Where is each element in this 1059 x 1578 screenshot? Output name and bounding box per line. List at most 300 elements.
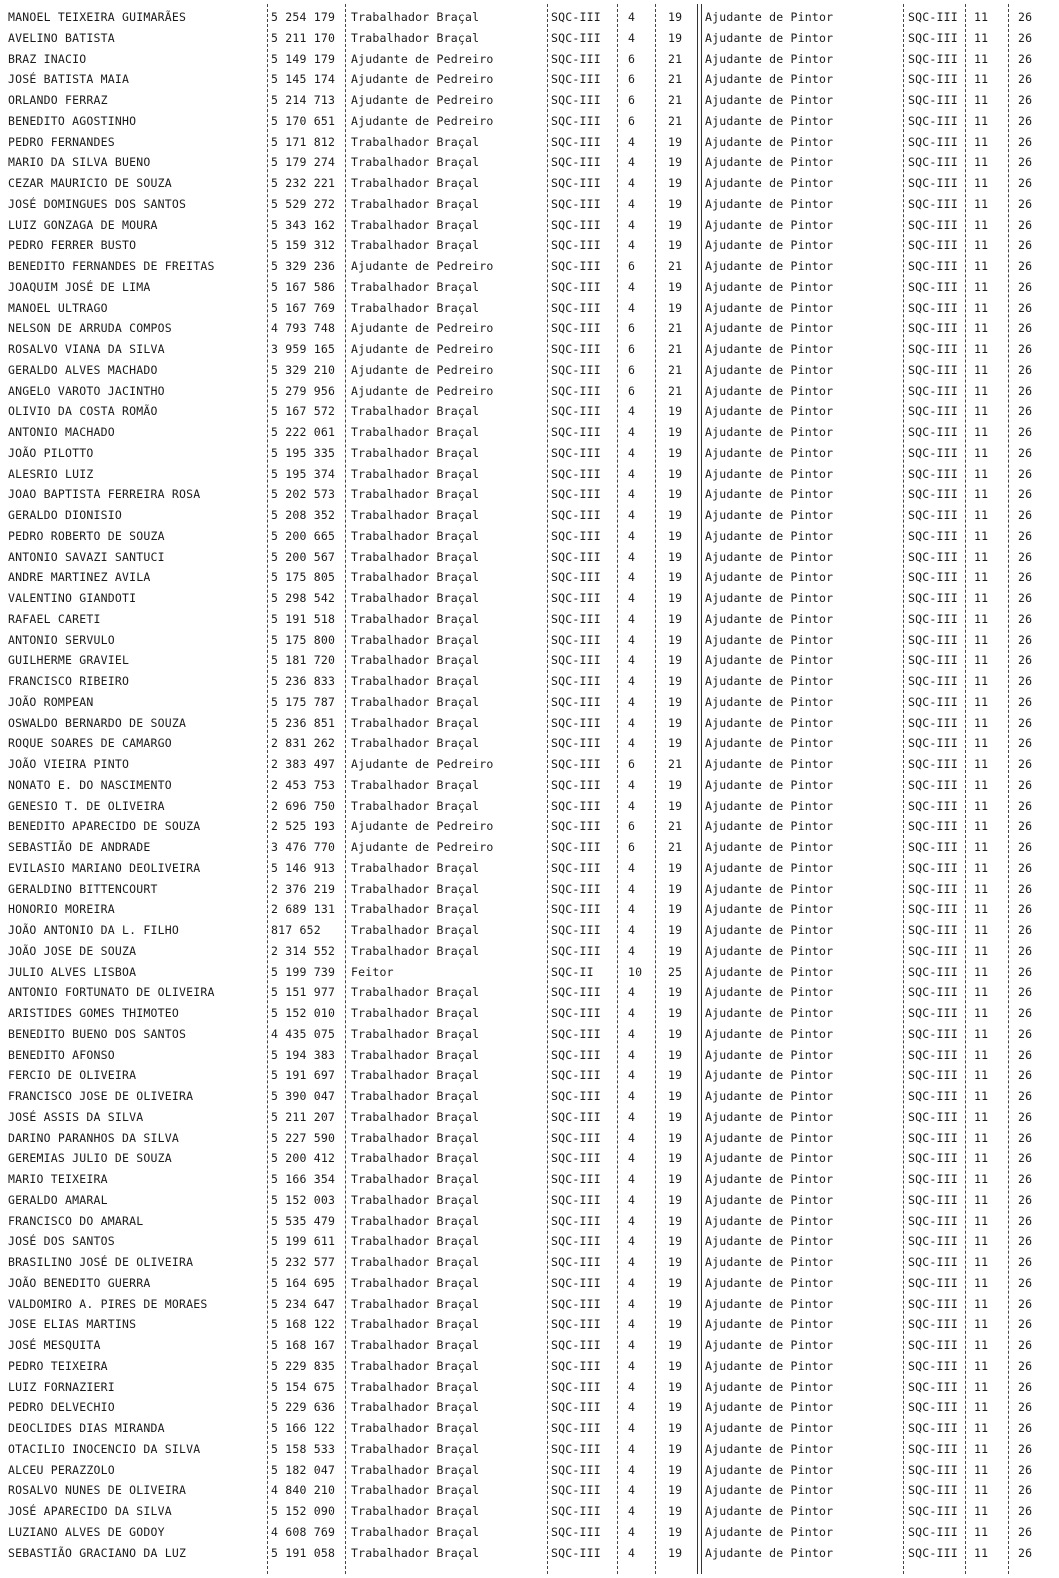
new-grade: 26 (1018, 1192, 1033, 1207)
new-level: 11 (974, 632, 989, 647)
table-row (0, 1357, 1059, 1377)
current-reference: SQC-III (551, 570, 601, 585)
employee-name: JOSÉ DOS SANTOS (8, 1234, 115, 1249)
current-position: Trabalhador Braçal (351, 923, 480, 937)
table-row (0, 1170, 1059, 1190)
new-level: 11 (974, 985, 989, 1000)
new-position: Ajudante de Pintor (705, 259, 834, 273)
new-reference: SQC-III (908, 591, 958, 605)
registration-number: 4 435 075 (271, 1026, 336, 1041)
employee-name: NELSON DE ARRUDA COMPOS (8, 321, 172, 336)
new-reference: SQC-III (908, 134, 958, 149)
current-level: 4 (628, 632, 636, 647)
new-reference: SQC-III (908, 508, 958, 522)
current-level: 4 (628, 881, 636, 896)
current-reference: SQC-III (551, 1172, 601, 1186)
registration-number: 5 167 769 (271, 300, 336, 315)
registration-number: 5 166 354 (271, 1172, 336, 1186)
new-level: 11 (974, 591, 989, 605)
employee-name: BENEDITO AGOSTINHO (8, 113, 137, 128)
current-position: Trabalhador Braçal (351, 466, 480, 481)
current-level: 4 (628, 1441, 636, 1456)
new-position: Ajudante de Pintor (705, 549, 834, 564)
table-row (0, 465, 1059, 485)
current-reference: SQC-III (551, 694, 601, 709)
new-reference: SQC-III (908, 1358, 958, 1373)
current-grade: 19 (668, 300, 683, 315)
registration-number: 5 234 647 (271, 1296, 336, 1311)
current-grade: 19 (668, 1026, 683, 1041)
current-reference: SQC-III (551, 383, 601, 398)
new-grade: 26 (1018, 72, 1033, 87)
table-row (0, 693, 1059, 713)
employee-name: GENESIO T. DE OLIVEIRA (8, 798, 165, 813)
employee-name: EVILASIO MARIANO DEOLIVEIRA (8, 860, 201, 875)
new-grade: 26 (1018, 487, 1033, 502)
new-level: 11 (974, 798, 989, 813)
registration-number: 2 383 497 (271, 757, 336, 771)
new-level: 11 (974, 1192, 989, 1207)
registration-number: 5 151 977 (271, 985, 336, 1000)
current-grade: 19 (668, 798, 683, 813)
new-reference: SQC-III (908, 1421, 958, 1435)
table-row (0, 589, 1059, 609)
table-row (0, 983, 1059, 1003)
current-level: 4 (628, 238, 636, 253)
new-level: 11 (974, 1441, 989, 1456)
current-level: 4 (628, 591, 636, 605)
new-level: 11 (974, 362, 989, 377)
table-row (0, 1129, 1059, 1149)
new-level: 11 (974, 1089, 989, 1103)
new-reference: SQC-III (908, 238, 958, 253)
registration-number: 5 158 533 (271, 1441, 336, 1456)
current-position: Trabalhador Braçal (351, 30, 480, 45)
table-row (0, 1315, 1059, 1335)
table-row (0, 402, 1059, 422)
current-position: Trabalhador Braçal (351, 155, 480, 170)
registration-number: 5 200 412 (271, 1151, 336, 1166)
current-grade: 19 (668, 445, 683, 460)
new-position: Ajudante de Pintor (705, 757, 834, 771)
current-reference: SQC-III (551, 196, 601, 211)
current-reference: SQC-III (551, 176, 601, 190)
employee-name: ANTONIO FORTUNATO DE OLIVEIRA (8, 985, 215, 1000)
current-position: Trabalhador Braçal (351, 549, 480, 564)
current-level: 6 (628, 259, 636, 273)
new-reference: SQC-III (908, 798, 958, 813)
registration-number: 5 199 739 (271, 964, 336, 979)
table-row (0, 1544, 1059, 1564)
current-position: Trabalhador Braçal (351, 591, 480, 605)
employee-name: HONORIO MOREIRA (8, 902, 115, 917)
employee-name: PEDRO ROBERTO DE SOUZA (8, 528, 165, 543)
new-reference: SQC-III (908, 736, 958, 751)
new-position: Ajudante de Pintor (705, 964, 834, 979)
new-level: 11 (974, 570, 989, 585)
current-grade: 19 (668, 1483, 683, 1498)
new-grade: 26 (1018, 342, 1033, 356)
new-position: Ajudante de Pintor (705, 1151, 834, 1166)
new-grade: 26 (1018, 1400, 1033, 1415)
current-reference: SQC-III (551, 632, 601, 647)
new-reference: SQC-III (908, 1317, 958, 1332)
current-grade: 19 (668, 10, 683, 24)
new-reference: SQC-III (908, 1006, 958, 1020)
current-grade: 19 (668, 238, 683, 253)
current-position: Ajudante de Pedreiro (351, 757, 494, 771)
current-reference: SQC-III (551, 943, 601, 958)
current-level: 4 (628, 445, 636, 460)
current-level: 4 (628, 1047, 636, 1062)
current-level: 6 (628, 840, 636, 854)
current-reference: SQC-III (551, 1441, 601, 1456)
employee-name: JOSÉ APARECIDO DA SILVA (8, 1504, 172, 1518)
current-position: Ajudante de Pedreiro (351, 51, 494, 66)
current-position: Trabalhador Braçal (351, 1006, 480, 1020)
current-grade: 19 (668, 155, 683, 170)
current-level: 4 (628, 923, 636, 937)
employee-name: JOÃO ROMPEAN (8, 694, 94, 709)
registration-number: 5 298 542 (271, 591, 336, 605)
employee-name: PEDRO FERNANDES (8, 134, 115, 149)
current-level: 4 (628, 155, 636, 170)
new-grade: 26 (1018, 1255, 1033, 1269)
new-position: Ajudante de Pintor (705, 777, 834, 792)
table-row (0, 1378, 1059, 1398)
new-grade: 26 (1018, 1483, 1033, 1498)
new-position: Ajudante de Pintor (705, 1068, 834, 1083)
current-reference: SQC-III (551, 860, 601, 875)
employee-name: PEDRO DELVECHIO (8, 1400, 115, 1415)
current-reference: SQC-III (551, 30, 601, 45)
table-row (0, 257, 1059, 277)
new-position: Ajudante de Pintor (705, 653, 834, 668)
employee-name: FRANCISCO DO AMARAL (8, 1213, 144, 1228)
current-reference: SQC-III (551, 1358, 601, 1373)
current-reference: SQC-III (551, 1109, 601, 1124)
registration-number: 5 200 567 (271, 549, 336, 564)
current-level: 4 (628, 217, 636, 232)
registration-number: 5 170 651 (271, 113, 336, 128)
current-grade: 21 (668, 757, 683, 771)
new-reference: SQC-III (908, 1379, 958, 1394)
new-grade: 26 (1018, 259, 1033, 273)
new-position: Ajudante de Pintor (705, 487, 834, 502)
new-position: Ajudante de Pintor (705, 985, 834, 1000)
employee-name: GEREMIAS JULIO DE SOUZA (8, 1151, 172, 1166)
new-reference: SQC-III (908, 1068, 958, 1083)
current-grade: 19 (668, 674, 683, 688)
registration-number: 5 232 221 (271, 176, 336, 190)
new-grade: 26 (1018, 736, 1033, 751)
current-level: 4 (628, 176, 636, 190)
new-level: 11 (974, 1006, 989, 1020)
employee-name: GERALDO ALVES MACHADO (8, 362, 158, 377)
current-level: 4 (628, 1089, 636, 1103)
current-reference: SQC-III (551, 1047, 601, 1062)
employee-name: JOÃO ANTONIO DA L. FILHO (8, 923, 179, 937)
current-position: Trabalhador Braçal (351, 134, 480, 149)
employee-name: ANDRE MARTINEZ AVILA (8, 570, 151, 585)
current-position: Trabalhador Braçal (351, 196, 480, 211)
current-position: Ajudante de Pedreiro (351, 819, 494, 834)
registration-number: 5 200 665 (271, 528, 336, 543)
table-row (0, 50, 1059, 70)
current-level: 4 (628, 1192, 636, 1207)
current-reference: SQC-III (551, 1379, 601, 1394)
table-row (0, 776, 1059, 796)
new-level: 11 (974, 1338, 989, 1352)
new-position: Ajudante de Pintor (705, 508, 834, 522)
new-position: Ajudante de Pintor (705, 1545, 834, 1560)
current-position: Trabalhador Braçal (351, 1504, 480, 1518)
new-grade: 26 (1018, 425, 1033, 439)
new-level: 11 (974, 1068, 989, 1083)
current-position: Trabalhador Braçal (351, 1255, 480, 1269)
registration-number: 5 167 572 (271, 404, 336, 419)
registration-number: 2 525 193 (271, 819, 336, 834)
table-row (0, 153, 1059, 173)
new-level: 11 (974, 51, 989, 66)
new-grade: 26 (1018, 1462, 1033, 1477)
new-level: 11 (974, 1172, 989, 1186)
new-grade: 26 (1018, 840, 1033, 854)
new-grade: 26 (1018, 1524, 1033, 1539)
new-grade: 26 (1018, 1130, 1033, 1145)
current-level: 4 (628, 10, 636, 24)
new-position: Ajudante de Pintor (705, 694, 834, 709)
new-reference: SQC-III (908, 881, 958, 896)
new-grade: 26 (1018, 632, 1033, 647)
registration-number: 5 168 167 (271, 1338, 336, 1352)
current-reference: SQC-III (551, 362, 601, 377)
new-level: 11 (974, 1234, 989, 1249)
current-grade: 19 (668, 1151, 683, 1166)
new-reference: SQC-III (908, 674, 958, 688)
registration-number: 5 175 800 (271, 632, 336, 647)
new-reference: SQC-III (908, 1483, 958, 1498)
current-level: 4 (628, 1462, 636, 1477)
current-position: Trabalhador Braçal (351, 1296, 480, 1311)
new-reference: SQC-III (908, 1400, 958, 1415)
current-reference: SQC-III (551, 1192, 601, 1207)
employee-name: LUIZ GONZAGA DE MOURA (8, 217, 158, 232)
registration-number: 5 222 061 (271, 425, 336, 439)
new-level: 11 (974, 466, 989, 481)
table-row (0, 70, 1059, 90)
table-row (0, 1502, 1059, 1522)
table-row (0, 714, 1059, 734)
table-row (0, 174, 1059, 194)
new-reference: SQC-III (908, 1275, 958, 1290)
new-grade: 26 (1018, 1234, 1033, 1249)
new-reference: SQC-III (908, 404, 958, 419)
registration-number: 5 152 090 (271, 1504, 336, 1518)
new-position: Ajudante de Pintor (705, 611, 834, 626)
new-reference: SQC-III (908, 113, 958, 128)
registration-number: 5 152 010 (271, 1006, 336, 1020)
current-reference: SQC-III (551, 1255, 601, 1269)
new-position: Ajudante de Pintor (705, 528, 834, 543)
new-reference: SQC-III (908, 715, 958, 730)
table-row (0, 299, 1059, 319)
table-row (0, 651, 1059, 671)
new-level: 11 (974, 902, 989, 917)
registration-number: 5 167 586 (271, 279, 336, 294)
current-grade: 19 (668, 1296, 683, 1311)
new-level: 11 (974, 196, 989, 211)
new-position: Ajudante de Pintor (705, 1006, 834, 1020)
registration-number: 5 211 207 (271, 1109, 336, 1124)
table-row (0, 216, 1059, 236)
current-reference: SQC-III (551, 923, 601, 937)
new-reference: SQC-III (908, 611, 958, 626)
current-level: 4 (628, 1317, 636, 1332)
table-row (0, 942, 1059, 962)
registration-number: 5 202 573 (271, 487, 336, 502)
new-reference: SQC-III (908, 1296, 958, 1311)
current-reference: SQC-III (551, 736, 601, 751)
new-grade: 26 (1018, 860, 1033, 875)
employee-name: ARISTIDES GOMES THIMOTEO (8, 1006, 179, 1020)
current-grade: 19 (668, 1172, 683, 1186)
current-reference: SQC-III (551, 404, 601, 419)
current-position: Trabalhador Braçal (351, 943, 480, 958)
new-reference: SQC-III (908, 445, 958, 460)
new-level: 11 (974, 819, 989, 834)
registration-number: 5 159 312 (271, 238, 336, 253)
current-reference: SQC-III (551, 1296, 601, 1311)
current-position: Trabalhador Braçal (351, 798, 480, 813)
current-grade: 19 (668, 736, 683, 751)
employee-name: BRASILINO JOSÉ DE OLIVEIRA (8, 1255, 194, 1269)
current-grade: 25 (668, 964, 683, 979)
employee-name: PEDRO TEIXEIRA (8, 1358, 108, 1373)
table-row (0, 548, 1059, 568)
new-level: 11 (974, 840, 989, 854)
current-level: 4 (628, 1275, 636, 1290)
new-reference: SQC-III (908, 943, 958, 958)
new-grade: 26 (1018, 1213, 1033, 1228)
new-position: Ajudante de Pintor (705, 1421, 834, 1435)
current-level: 4 (628, 508, 636, 522)
current-level: 6 (628, 72, 636, 87)
current-grade: 19 (668, 487, 683, 502)
employee-name: JOÃO JOSE DE SOUZA (8, 943, 137, 958)
current-grade: 21 (668, 51, 683, 66)
current-grade: 19 (668, 1379, 683, 1394)
new-grade: 26 (1018, 1504, 1033, 1518)
current-grade: 19 (668, 715, 683, 730)
current-reference: SQC-III (551, 1068, 601, 1083)
table-row (0, 112, 1059, 132)
new-position: Ajudante de Pintor (705, 404, 834, 419)
new-level: 11 (974, 964, 989, 979)
employee-name: ROQUE SOARES DE CAMARGO (8, 736, 172, 751)
current-grade: 19 (668, 632, 683, 647)
new-level: 11 (974, 1400, 989, 1415)
current-grade: 19 (668, 176, 683, 190)
current-position: Trabalhador Braçal (351, 1545, 480, 1560)
current-reference: SQC-III (551, 611, 601, 626)
new-level: 11 (974, 425, 989, 439)
new-reference: SQC-III (908, 1047, 958, 1062)
table-row (0, 340, 1059, 360)
new-grade: 26 (1018, 674, 1033, 688)
current-level: 4 (628, 1379, 636, 1394)
current-reference: SQC-III (551, 881, 601, 896)
current-reference: SQC-III (551, 1130, 601, 1145)
current-reference: SQC-III (551, 93, 601, 107)
current-reference: SQC-III (551, 1338, 601, 1352)
new-position: Ajudante de Pintor (705, 860, 834, 875)
registration-number: 3 959 165 (271, 342, 336, 356)
current-grade: 21 (668, 93, 683, 107)
current-grade: 19 (668, 404, 683, 419)
employee-name: LUIZ FORNAZIERI (8, 1379, 115, 1394)
employee-name: MANOEL TEIXEIRA GUIMARÃES (8, 10, 187, 24)
new-grade: 26 (1018, 611, 1033, 626)
new-reference: SQC-III (908, 279, 958, 294)
current-reference: SQC-III (551, 1213, 601, 1228)
new-level: 11 (974, 93, 989, 107)
current-position: Trabalhador Braçal (351, 1109, 480, 1124)
new-reference: SQC-III (908, 321, 958, 336)
new-level: 11 (974, 1462, 989, 1477)
current-position: Ajudante de Pedreiro (351, 362, 494, 377)
registration-number: 2 831 262 (271, 736, 336, 751)
new-position: Ajudante de Pintor (705, 425, 834, 439)
new-reference: SQC-III (908, 1524, 958, 1539)
current-level: 6 (628, 362, 636, 377)
new-reference: SQC-III (908, 425, 958, 439)
current-grade: 21 (668, 840, 683, 854)
table-row (0, 1212, 1059, 1232)
current-position: Feitor (351, 964, 394, 979)
registration-number: 5 254 179 (271, 10, 336, 24)
registration-number: 5 191 518 (271, 611, 336, 626)
new-grade: 26 (1018, 591, 1033, 605)
new-grade: 26 (1018, 176, 1033, 190)
current-reference: SQC-III (551, 300, 601, 315)
current-position: Trabalhador Braçal (351, 570, 480, 585)
new-position: Ajudante de Pintor (705, 1172, 834, 1186)
new-level: 11 (974, 1421, 989, 1435)
new-position: Ajudante de Pintor (705, 1213, 834, 1228)
table-row (0, 734, 1059, 754)
current-position: Trabalhador Braçal (351, 1172, 480, 1186)
current-grade: 19 (668, 1192, 683, 1207)
new-position: Ajudante de Pintor (705, 798, 834, 813)
current-level: 4 (628, 1213, 636, 1228)
current-level: 4 (628, 1109, 636, 1124)
new-reference: SQC-III (908, 1130, 958, 1145)
new-position: Ajudante de Pintor (705, 217, 834, 232)
employee-name: JOSÉ ASSIS DA SILVA (8, 1109, 144, 1124)
current-position: Trabalhador Braçal (351, 1338, 480, 1352)
new-position: Ajudante de Pintor (705, 113, 834, 128)
new-reference: SQC-III (908, 155, 958, 170)
current-level: 4 (628, 1545, 636, 1560)
registration-number: 5 168 122 (271, 1317, 336, 1332)
current-level: 4 (628, 528, 636, 543)
employee-name: JOSÉ DOMINGUES DOS SANTOS (8, 196, 187, 211)
new-grade: 26 (1018, 777, 1033, 792)
current-grade: 21 (668, 72, 683, 87)
employee-name: FERCIO DE OLIVEIRA (8, 1068, 137, 1083)
new-reference: SQC-III (908, 1441, 958, 1456)
